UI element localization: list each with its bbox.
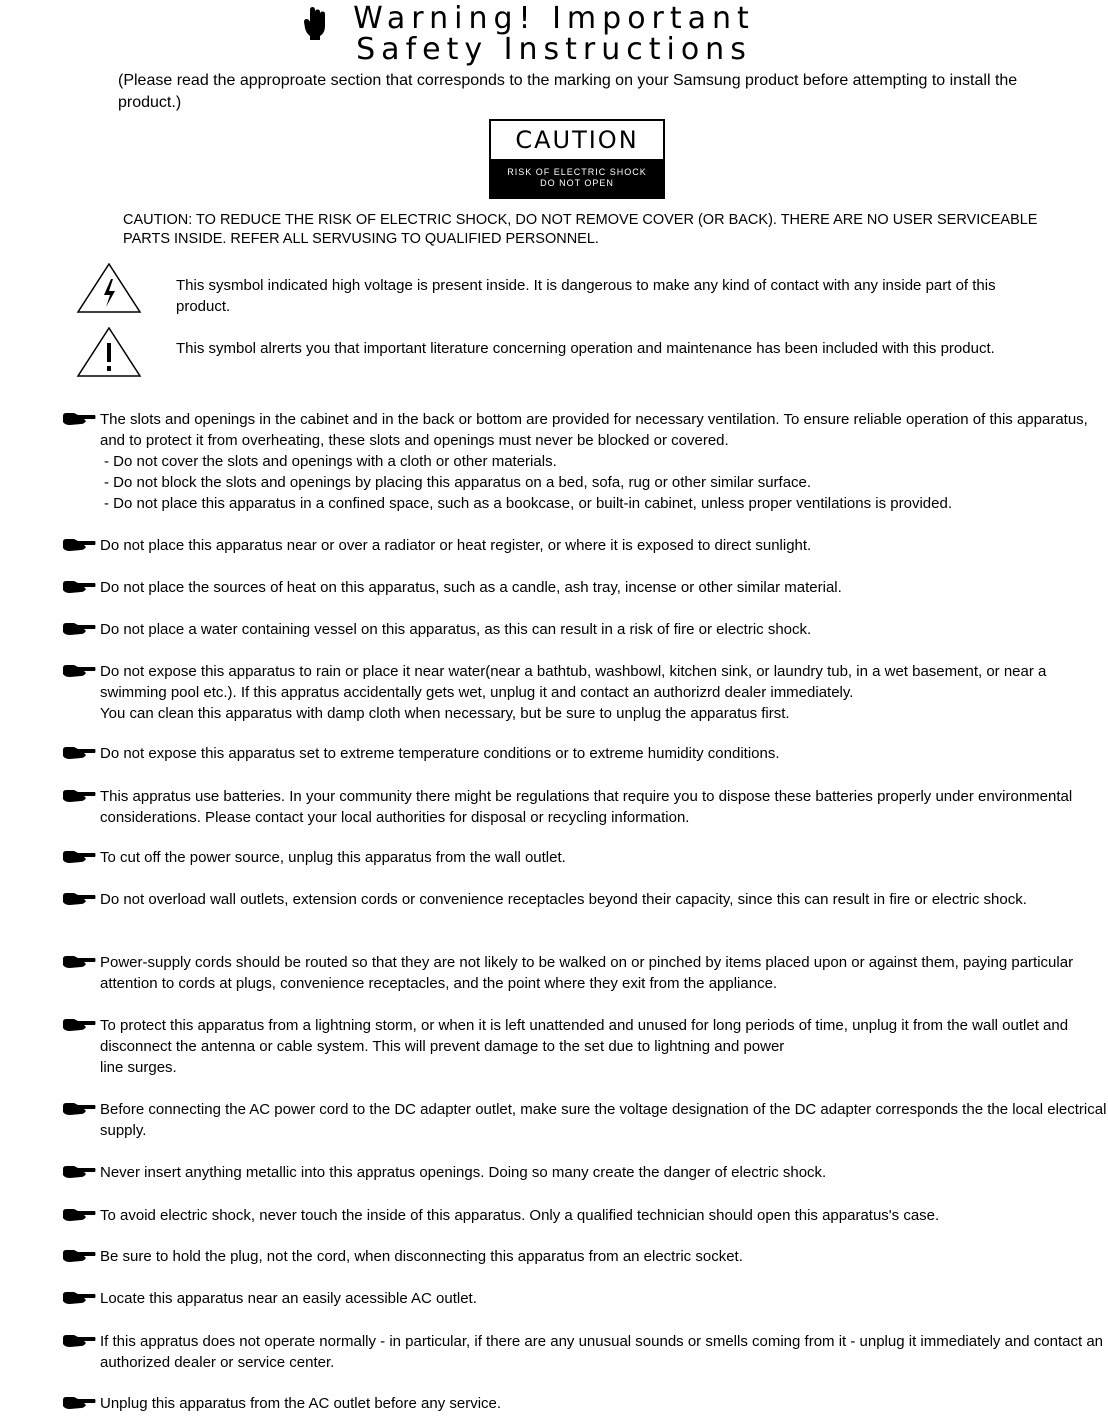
list-item	[62, 1288, 1108, 1309]
list-item	[62, 535, 1108, 556]
list-item	[62, 1162, 1108, 1183]
list-item	[62, 577, 1108, 598]
pointing-hand-icon	[62, 1290, 96, 1306]
pointing-hand-icon	[62, 1164, 96, 1180]
pointing-hand-icon	[62, 1207, 96, 1223]
intro-text: (Please read the approproate section that corresponds to the marking on your Samsung product before attempting to install the product.)	[118, 72, 1018, 111]
pointing-hand-icon	[62, 849, 96, 865]
list-item	[62, 743, 1108, 764]
literature-text: This symbol alrerts you that important literature concerning operation and maintenance has been included with this product.	[176, 340, 995, 357]
exclamation-warning-icon	[76, 326, 142, 378]
caution-band	[491, 159, 663, 197]
bullet-text: Before connecting the AC power cord to the DC adapter outlet, make sure the voltage designation of the DC adapter corresponds the the local electrical supply.	[100, 1101, 1107, 1139]
list-item	[62, 1015, 1108, 1078]
bullet-text: Power-supply cords should be routed so that they are not likely to be walked on or pinched by items placed upon or against them, paying particular attention to cords at plugs, convenience receptacles, and the point where they exit from the appliance.	[100, 954, 1074, 992]
high-voltage-text: This sysmbol indicated high voltage is present inside. It is dangerous to make any kind of contact with any inside part of this product.	[176, 277, 996, 315]
bullet-subitem: - Do not cover the slots and openings with a cloth or other materials.	[104, 453, 557, 470]
pointing-hand-icon	[62, 954, 96, 970]
pointing-hand-icon	[62, 1333, 96, 1349]
pointing-hand-icon	[62, 621, 96, 637]
bullet-text: Locate this apparatus near an easily acessible AC outlet.	[100, 1290, 477, 1307]
caution-band-line2: DO NOT OPEN	[540, 178, 614, 188]
bullet-text-continued: line surges.	[100, 1059, 177, 1076]
bullet-text: Do not place a water containing vessel on this apparatus, as this can result in a risk of fire or electric shock.	[100, 621, 812, 638]
bullet-text: Unplug this apparatus from the AC outlet before any service.	[100, 1395, 502, 1412]
bullet-text: Never insert anything metallic into this appratus openings. Doing so many create the danger of electric shock.	[100, 1164, 827, 1181]
bullet-subitem: - Do not block the slots and openings by placing this apparatus on a bed, sofa, rug or other similar surface.	[104, 474, 812, 491]
pointing-hand-icon	[62, 1248, 96, 1264]
list-item	[62, 409, 1108, 514]
bullet-text: Do not overload wall outlets, extension cords or convenience receptacles beyond their capacity, since this can result in fire or electric shock.	[100, 891, 1027, 908]
caution-word: CAUTION	[515, 126, 639, 154]
pointing-hand-icon	[62, 537, 96, 553]
bullet-text: Be sure to hold the plug, not the cord, when disconnecting this apparatus from an electric socket.	[100, 1248, 743, 1265]
list-item	[62, 661, 1108, 724]
bullet-subitem: - Do not place this apparatus in a confined space, such as a bookcase, or built-in cabinet, unless proper ventilations is provided.	[104, 495, 952, 512]
caution-band-line1: RISK OF ELECTRIC SHOCK	[507, 167, 647, 177]
pointing-hand-icon	[62, 891, 96, 907]
list-item	[62, 619, 1108, 640]
page-title-line1: Warning! Important	[353, 1, 755, 36]
page-title-line2: Safety Instructions	[356, 32, 752, 67]
list-item	[62, 786, 1108, 828]
list-item	[62, 1099, 1108, 1141]
bullet-text: If this appratus does not operate normally - in particular, if there are any unusual sounds or smells coming from it - unplug it immediately and contact an authorized dealer or service center.	[100, 1333, 1104, 1371]
list-item	[62, 847, 1108, 868]
pointing-hand-icon	[62, 788, 96, 804]
pointing-hand-icon	[62, 1017, 96, 1033]
bullet-text: Do not place this apparatus near or over a radiator or heat register, or where it is exposed to direct sunlight.	[100, 537, 812, 554]
caution-statement: CAUTION: TO REDUCE THE RISK OF ELECTRIC SHOCK, DO NOT REMOVE COVER (OR BACK). THERE ARE NO USER SERVICEABLE PARTS INSIDE. REFER ALL SERVUSING TO QUALIFIED PERSONNEL.	[123, 212, 1038, 247]
list-item	[62, 889, 1108, 910]
list-item	[62, 1331, 1108, 1373]
bullet-text: To avoid electric shock, never touch the inside of this apparatus. Only a qualified technician should open this apparatus's case.	[100, 1207, 940, 1224]
list-item	[62, 952, 1108, 994]
caution-label	[489, 119, 665, 199]
bullet-text: The slots and openings in the cabinet and in the back or bottom are provided for necessary ventilation. To ensure reliable operation of this apparatus, and to protect it from overheating, these slots and openings must never be blocked or covered.	[100, 411, 1088, 449]
pointing-hand-icon	[62, 745, 96, 761]
list-item	[62, 1205, 1108, 1226]
bullet-text: To cut off the power source, unplug this apparatus from the wall outlet.	[100, 849, 566, 866]
bullet-text: This appratus use batteries. In your community there might be regulations that require you to dispose these batteries properly under environmental considerations. Please contact your local authorities for disposal or recycling information.	[100, 788, 1073, 826]
list-item	[62, 1393, 1108, 1414]
pointing-hand-icon	[62, 1101, 96, 1117]
pointing-hand-icon	[62, 579, 96, 595]
pointing-hand-icon	[62, 411, 96, 427]
bullet-text-continued: You can clean this apparatus with damp cloth when necessary, but be sure to unplug the apparatus first.	[100, 705, 790, 722]
bullet-text: Do not place the sources of heat on this apparatus, such as a candle, ash tray, incense or other similar material.	[100, 579, 842, 596]
pointing-hand-icon	[62, 663, 96, 679]
bullet-text: To protect this apparatus from a lightning storm, or when it is left unattended and unused for long periods of time, unplug it from the wall outlet and disconnect the antenna or cable system. This will prevent damage to the set due to lightning and power	[100, 1017, 1069, 1055]
bullet-text: Do not expose this apparatus to rain or place it near water(near a bathtub, washbowl, kitchen sink, or laundry tub, in a wet basement, or near a swimming pool etc.). If this appratus accidentally gets wet, unplug it and contact an authorizrd dealer immediately.	[100, 663, 1047, 701]
bullet-text: Do not expose this apparatus set to extreme temperature conditions or to extreme humidity conditions.	[100, 745, 780, 762]
pointing-hand-icon	[62, 1395, 96, 1411]
high-voltage-warning-icon	[76, 262, 142, 314]
list-item	[62, 1246, 1108, 1267]
